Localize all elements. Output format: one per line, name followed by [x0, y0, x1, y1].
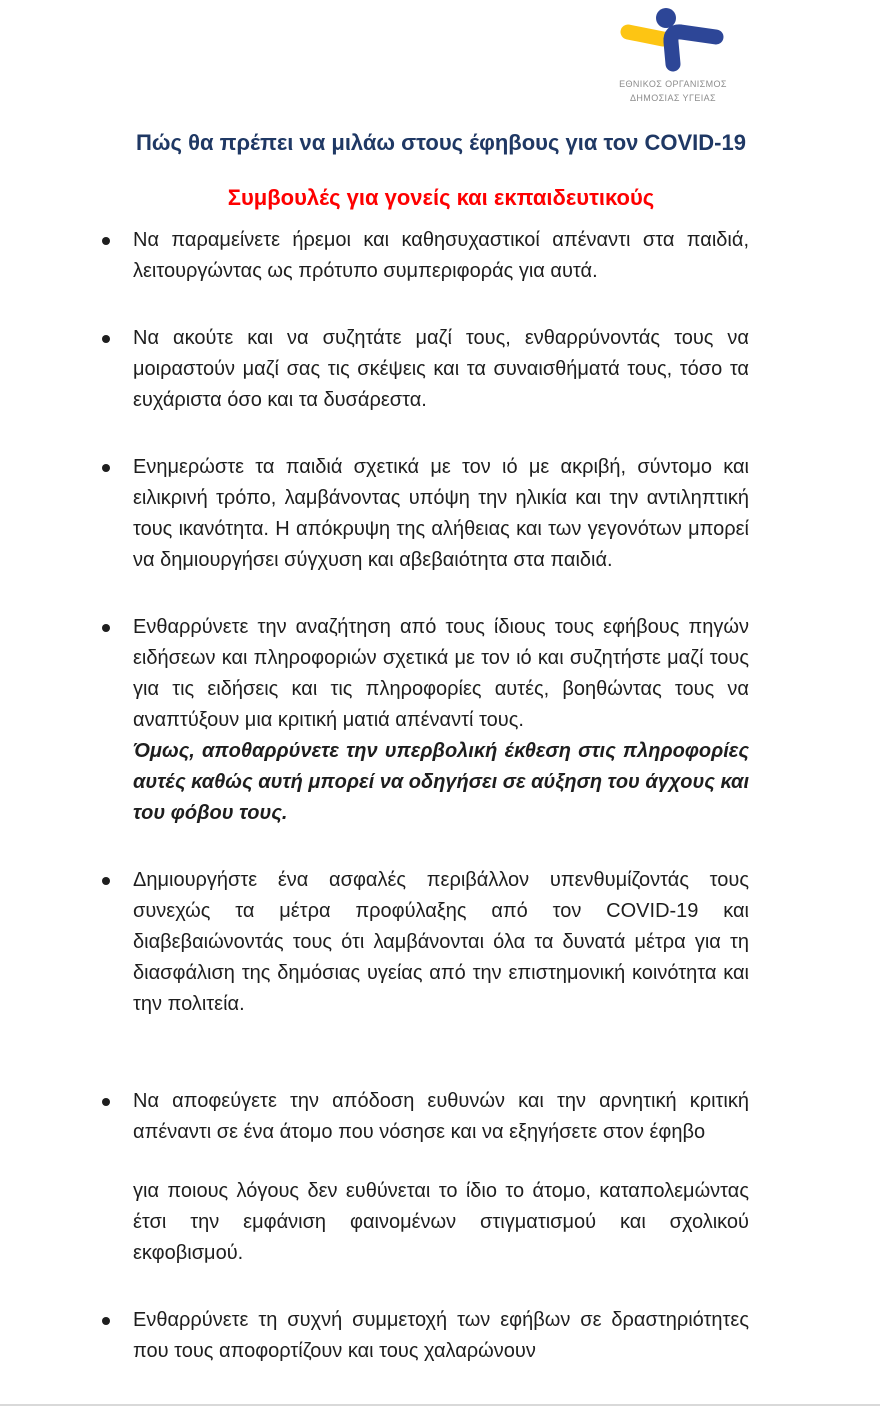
list-item: [133, 323, 749, 416]
bullet-icon: [102, 877, 110, 885]
bullet-icon: [102, 1317, 110, 1325]
bullet-text: Ενθαρρύνετε την αναζήτηση από τους ίδιους τους εφήβους πηγών ειδήσεων και πληροφοριών σχετικά με τον ιό και συζητήστε μαζί τους για τις ειδήσεις και τις πληροφορίες αυτές, βοηθώντας τους να αναπτύξουν μια κριτική ματιά απέναντί τους.: [133, 616, 749, 731]
bullet-icon: [102, 624, 110, 632]
list-item: [133, 1305, 749, 1367]
bullet-text: Ενθαρρύνετε τη συχνή συμμετοχή των εφήβων σε δραστηριότητες που τους αποφορτίζουν και τους χαλαρώνουν: [133, 1309, 749, 1362]
org-name-line2: ΔΗΜΟΣΙΑΣ ΥΓΕΙΑΣ: [629, 93, 716, 103]
bullet-icon: [102, 464, 110, 472]
bullet-text: Δημιουργήστε ένα ασφαλές περιβάλλον υπενθυμίζοντάς τους συνεχώς τα μέτρα προφύλαξης από τον COVID-19 και διαβεβαιώνοντάς τους ότι λαμβάνονται όλα τα δυνατά μέτρα για τη διασφάλιση της δημόσιας υγείας από την επιστημονική κοινότητα και την πολιτεία.: [133, 869, 749, 1015]
org-name-line1: ΕΘΝΙΚΟΣ ΟΡΓΑΝΙΣΜΟΣ: [619, 79, 727, 89]
bullet-icon: [102, 335, 110, 343]
list-item: [133, 1086, 749, 1269]
bullet-icon: [102, 1098, 110, 1106]
page-bottom-divider: [0, 1404, 880, 1406]
page-subtitle: Συμβουλές για γονείς και εκπαιδευτικούς: [227, 185, 655, 210]
bullet-text: Να ακούτε και να συζητάτε μαζί τους, ενθαρρύνοντάς τους να μοιραστούν μαζί σας τις σκέψεις και τα συναισθήματά τους, τόσο τα ευχάριστα όσο και τα δυσάρεστα.: [133, 327, 749, 411]
bullet-text: Να αποφεύγετε την απόδοση ευθυνών και την αρνητική κριτική απέναντι σε ένα άτομο που νόσησε και να εξηγήσετε στον έφηβο: [133, 1090, 749, 1143]
bullet-text: Να παραμείνετε ήρεμοι και καθησυχαστικοί απέναντι στα παιδιά, λειτουργώντας ως πρότυπο συμπεριφοράς για αυτά.: [133, 229, 749, 282]
bullet-list: [133, 225, 749, 1367]
list-item: [133, 612, 749, 829]
bullet-emphasis-text: Όμως, αποθαρρύνετε την υπερβολική έκθεση στις πληροφορίες αυτές καθώς αυτή μπορεί να οδηγήσει σε αύξηση του άγχους και του φόβου τους.: [133, 740, 749, 824]
list-item: [133, 865, 749, 1020]
document-content: [133, 0, 749, 1367]
bullet-icon: [102, 237, 110, 245]
bullet-text: Ενημερώστε τα παιδιά σχετικά με τον ιό με ακριβή, σύντομο και ειλικρινή τρόπο, λαμβάνοντας υπόψη την ηλικία και την αντιληπτική τους ικανότητα. Η απόκρυψη της αλήθειας και των γεγονότων μπορεί να δημιουργήσει σύγχυση και αβεβαιότητα στα παιδιά.: [133, 456, 749, 571]
list-item: [133, 452, 749, 576]
page-title: Πώς θα πρέπει να μιλάω στους έφηβους για τον COVID-19: [136, 130, 746, 155]
list-item: [133, 225, 749, 287]
bullet-continuation-text: για ποιους λόγους δεν ευθύνεται το ίδιο το άτομο, καταπολεμώντας έτσι την εμφάνιση φαινομένων στιγματισμού και σχολικού εκφοβισμού.: [133, 1180, 749, 1264]
